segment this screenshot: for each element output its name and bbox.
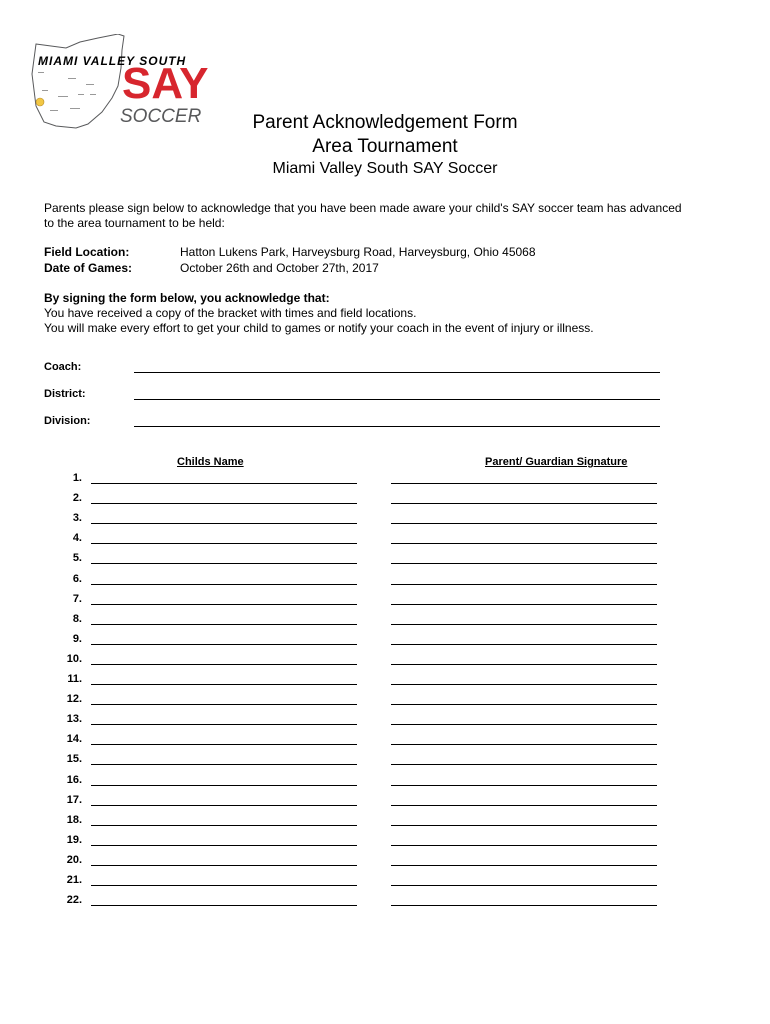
district-input-line[interactable] bbox=[134, 399, 660, 400]
acknowledgement-block bbox=[44, 291, 594, 336]
child-name-line[interactable] bbox=[91, 523, 357, 524]
child-name-line[interactable] bbox=[91, 845, 357, 846]
district-label: District: bbox=[44, 388, 86, 400]
parent-signature-line[interactable] bbox=[391, 744, 657, 745]
coach-field[interactable] bbox=[44, 361, 660, 377]
acknowledgement-heading: By signing the form below, you acknowledge that: bbox=[44, 291, 330, 305]
child-name-line[interactable] bbox=[91, 805, 357, 806]
signature-row bbox=[44, 633, 660, 647]
child-name-line[interactable] bbox=[91, 664, 357, 665]
signature-row bbox=[44, 512, 660, 526]
signature-row bbox=[44, 753, 660, 767]
parent-signature-line[interactable] bbox=[391, 865, 657, 866]
signature-row bbox=[44, 814, 660, 828]
parent-signature-line[interactable] bbox=[391, 825, 657, 826]
child-name-line[interactable] bbox=[91, 905, 357, 906]
parent-signature-line[interactable] bbox=[391, 483, 657, 484]
parent-signature-line[interactable] bbox=[391, 503, 657, 504]
row-number: 21. bbox=[66, 874, 82, 886]
parent-signature-line[interactable] bbox=[391, 845, 657, 846]
signature-row bbox=[44, 653, 660, 667]
signature-row bbox=[44, 854, 660, 868]
logo-line3: SOCCER bbox=[120, 106, 202, 127]
parent-signature-line[interactable] bbox=[391, 905, 657, 906]
parent-signature-line[interactable] bbox=[391, 563, 657, 564]
row-number: 13. bbox=[66, 713, 82, 726]
row-number: 4. bbox=[72, 532, 82, 545]
intro-paragraph: Parents please sign below to acknowledge that you have been made aware your child's SAY soccer team has advanced to the area tournament to be held: bbox=[44, 201, 682, 230]
parent-signature-line[interactable] bbox=[391, 885, 657, 886]
parent-signature-line[interactable] bbox=[391, 644, 657, 645]
row-number: 17. bbox=[66, 793, 82, 806]
row-number: 1. bbox=[72, 472, 82, 484]
signature-row bbox=[44, 733, 660, 747]
parent-signature-line[interactable] bbox=[391, 664, 657, 665]
acknowledgement-line: You have received a copy of the bracket with times and field locations. bbox=[44, 306, 417, 320]
parent-signature-line[interactable] bbox=[391, 724, 657, 725]
row-number: 5. bbox=[72, 552, 82, 565]
row-number: 9. bbox=[72, 632, 82, 645]
date-of-games-label: Date of Games: bbox=[44, 261, 133, 275]
field-location-value: Hatton Lukens Park, Harveysburg Road, Harveysburg, Ohio 45068 bbox=[180, 245, 536, 259]
coach-input-line[interactable] bbox=[134, 372, 660, 373]
row-number: 19. bbox=[66, 833, 82, 846]
child-name-line[interactable] bbox=[91, 764, 357, 765]
row-number: 15. bbox=[66, 753, 82, 766]
child-name-line[interactable] bbox=[91, 483, 357, 484]
acknowledgement-line: You will make every effort to get your child to games or notify your coach in the event of injury or illness. bbox=[44, 321, 594, 335]
parent-signature-line[interactable] bbox=[391, 523, 657, 524]
row-number: 10. bbox=[66, 652, 82, 665]
logo-line2: SAY bbox=[122, 59, 209, 108]
district-field[interactable] bbox=[44, 388, 660, 404]
child-name-line[interactable] bbox=[91, 684, 357, 685]
parent-signature-line[interactable] bbox=[391, 624, 657, 625]
parent-signature-line[interactable] bbox=[391, 584, 657, 585]
coach-label: Coach: bbox=[44, 361, 82, 373]
row-number: 11. bbox=[67, 673, 82, 685]
signature-row bbox=[44, 693, 660, 707]
row-number: 6. bbox=[72, 572, 82, 585]
signature-row bbox=[44, 593, 660, 607]
child-name-line[interactable] bbox=[91, 604, 357, 605]
parent-signature-line[interactable] bbox=[391, 604, 657, 605]
parent-signature-line[interactable] bbox=[391, 684, 657, 685]
signature-row bbox=[44, 552, 660, 566]
row-number: 16. bbox=[66, 773, 82, 786]
ohio-map-logo-icon bbox=[28, 34, 228, 132]
form-subtitle: Area Tournament bbox=[312, 136, 458, 157]
logo-line1: MIAMI VALLEY SOUTH bbox=[38, 54, 187, 68]
child-name-line[interactable] bbox=[91, 563, 357, 564]
child-name-line[interactable] bbox=[91, 503, 357, 504]
signature-row bbox=[44, 894, 660, 908]
child-name-line[interactable] bbox=[91, 624, 357, 625]
row-number: 22. bbox=[66, 894, 82, 907]
child-name-line[interactable] bbox=[91, 724, 357, 725]
child-name-line[interactable] bbox=[91, 704, 357, 705]
child-name-line[interactable] bbox=[91, 825, 357, 826]
division-field[interactable] bbox=[44, 415, 660, 431]
child-name-line[interactable] bbox=[91, 744, 357, 745]
signature-row bbox=[44, 794, 660, 808]
signature-row bbox=[44, 573, 660, 587]
division-label: Division: bbox=[44, 415, 91, 427]
child-name-line[interactable] bbox=[91, 543, 357, 544]
organization-name: Miami Valley South SAY Soccer bbox=[272, 160, 498, 177]
row-number: 18. bbox=[66, 813, 82, 826]
row-number: 20. bbox=[66, 853, 82, 866]
row-number: 7. bbox=[72, 592, 82, 605]
row-number: 14. bbox=[66, 733, 82, 746]
field-location-label: Field Location: bbox=[44, 245, 130, 259]
parent-signature-line[interactable] bbox=[391, 764, 657, 765]
child-name-line[interactable] bbox=[91, 584, 357, 585]
row-number: 8. bbox=[72, 612, 82, 625]
signature-row bbox=[44, 472, 660, 486]
child-name-line[interactable] bbox=[91, 644, 357, 645]
signature-row bbox=[44, 774, 660, 788]
parent-signature-line[interactable] bbox=[391, 704, 657, 705]
division-input-line[interactable] bbox=[134, 426, 660, 427]
signature-row bbox=[44, 874, 660, 888]
child-name-line[interactable] bbox=[91, 865, 357, 866]
signature-row bbox=[44, 834, 660, 848]
child-name-line[interactable] bbox=[91, 885, 357, 886]
child-name-line[interactable] bbox=[91, 785, 357, 786]
signature-row bbox=[44, 673, 660, 687]
row-number: 12. bbox=[66, 693, 82, 706]
parent-signature-line[interactable] bbox=[391, 785, 657, 786]
signature-row bbox=[44, 532, 660, 546]
childs-name-header: Childs Name bbox=[177, 456, 244, 468]
row-number: 2. bbox=[72, 492, 82, 505]
signature-header: Parent/ Guardian Signature bbox=[485, 456, 628, 468]
form-title: Parent Acknowledgement Form bbox=[252, 112, 518, 133]
signature-row bbox=[44, 713, 660, 727]
parent-signature-line[interactable] bbox=[391, 543, 657, 544]
date-of-games-value: October 26th and October 27th, 2017 bbox=[180, 261, 379, 275]
signature-row bbox=[44, 613, 660, 627]
parent-signature-line[interactable] bbox=[391, 805, 657, 806]
row-number: 3. bbox=[72, 512, 82, 525]
signature-row bbox=[44, 492, 660, 506]
